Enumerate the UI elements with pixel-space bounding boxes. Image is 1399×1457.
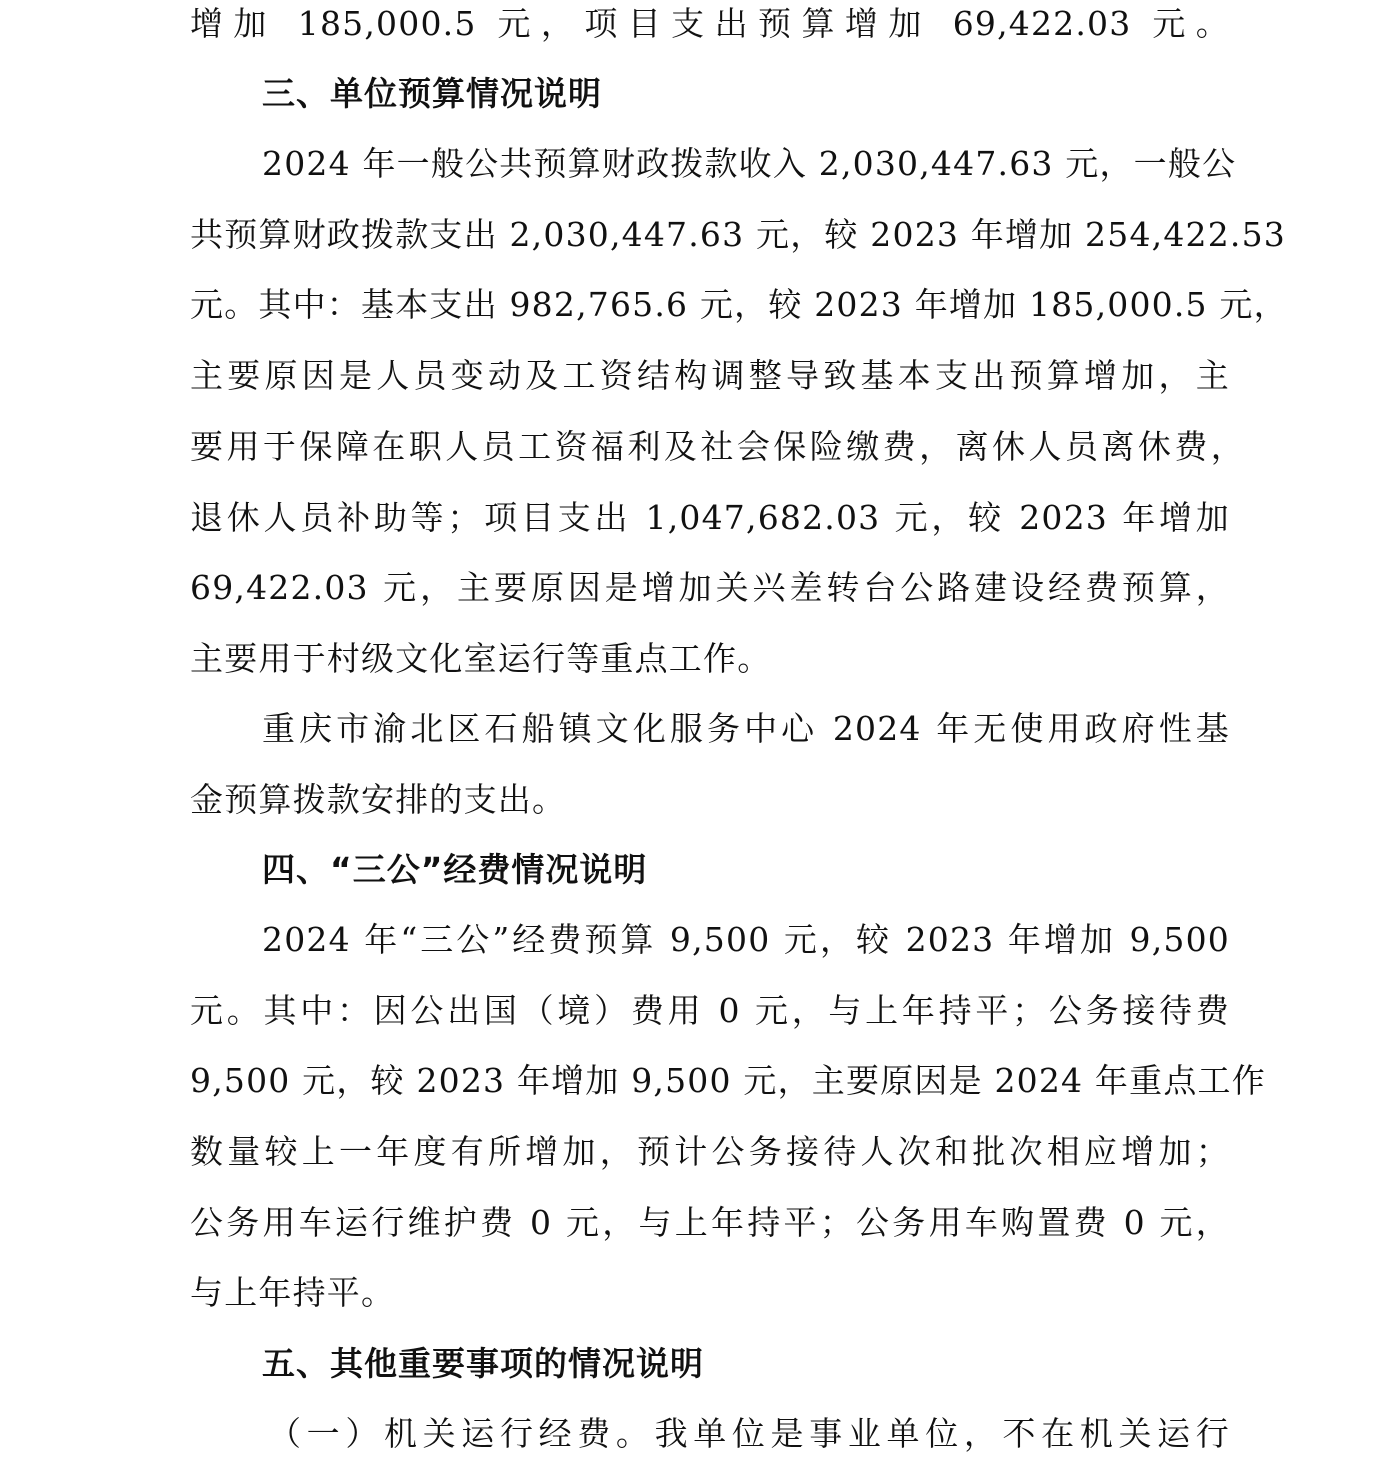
- paragraph-line: 元。其中：因公出国（境）费用 0 元，与上年持平；公务接待费: [190, 991, 1230, 1030]
- paragraph-line: 2024 年一般公共预算财政拨款收入 2,030,447.63 元，一般公: [262, 144, 1237, 183]
- paragraph-line: 主要原因是人员变动及工资结构调整导致基本支出预算增加，主: [190, 356, 1230, 395]
- paragraph-line: 2024 年“三公”经费预算 9,500 元，较 2023 年增加 9,500: [262, 920, 1230, 959]
- paragraph-line: 69,422.03 元，主要原因是增加关兴差转台公路建设经费预算，: [190, 568, 1230, 607]
- paragraph-line: 数量较上一年度有所增加，预计公务接待人次和批次相应增加；: [190, 1132, 1230, 1171]
- paragraph-line: 公务用车运行维护费 0 元，与上年持平；公务用车购置费 0 元，: [190, 1203, 1230, 1242]
- paragraph-line: 金预算拨款安排的支出。: [190, 780, 567, 819]
- paragraph-line: 退休人员补助等；项目支出 1,047,682.03 元，较 2023 年增加: [190, 498, 1230, 537]
- paragraph-line: 元。其中：基本支出 982,765.6 元，较 2023 年增加 185,000.5 元，: [190, 285, 1288, 324]
- paragraph-line: （一）机关运行经费。我单位是事业单位，不在机关运行: [268, 1414, 1230, 1453]
- section-heading-3: 三、单位预算情况说明: [262, 74, 602, 113]
- paragraph-line: 重庆市渝北区石船镇文化服务中心 2024 年无使用政府性基: [262, 709, 1230, 748]
- paragraph-line: 9,500 元，较 2023 年增加 9,500 元，主要原因是 2024 年重点工作: [190, 1061, 1266, 1100]
- paragraph-line: 要用于保障在职人员工资福利及社会保险缴费，离休人员离休费，: [190, 427, 1245, 466]
- paragraph-line: 主要用于村级文化室运行等重点工作。: [190, 639, 772, 678]
- paragraph-line: 与上年持平。: [190, 1273, 396, 1312]
- paragraph-line: 共预算财政拨款支出 2,030,447.63 元，较 2023 年增加 254,422.53: [190, 215, 1287, 254]
- section-heading-5: 五、其他重要事项的情况说明: [262, 1344, 704, 1383]
- section-heading-4: 四、“三公”经费情况说明: [262, 850, 648, 889]
- paragraph-line: 增加 185,000.5 元，项目支出预算增加 69,422.03 元。: [190, 4, 1230, 43]
